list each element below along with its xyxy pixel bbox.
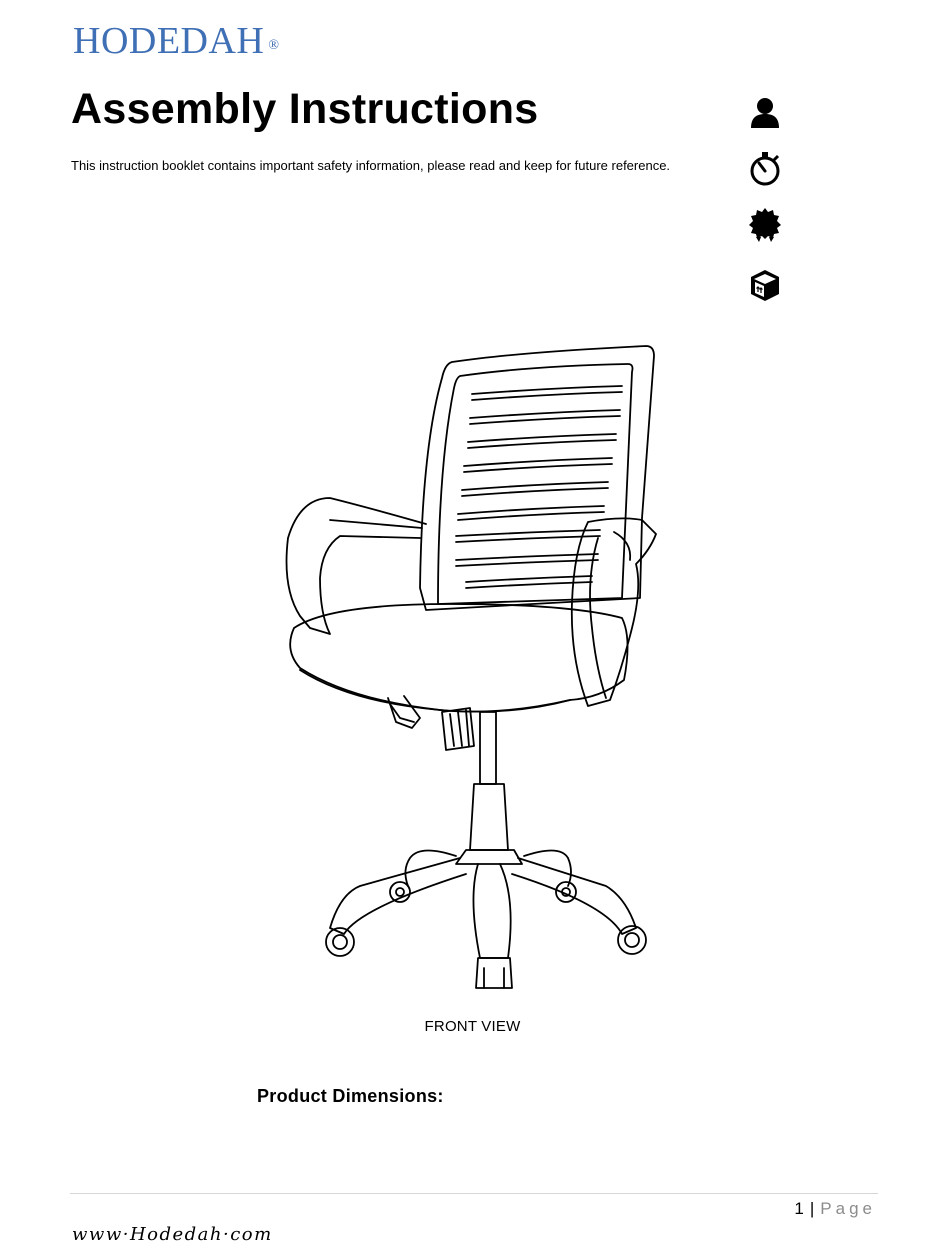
page-title: Assembly Instructions — [71, 85, 539, 133]
dimensions-heading: Product Dimensions: — [257, 1086, 444, 1106]
right-armrest — [572, 518, 656, 706]
cylinder-cover — [470, 784, 508, 850]
intro-text: This instruction booklet contains important safety information, please read and keep for future reference. — [71, 158, 671, 173]
page-separator: | — [809, 1199, 815, 1218]
person-icon — [747, 95, 783, 131]
brand-name: HODEDAH — [73, 20, 265, 62]
page-number — [794, 1199, 876, 1219]
box-icon — [747, 267, 783, 303]
left-armrest — [287, 498, 427, 634]
gas-cylinder — [480, 712, 496, 784]
chair-illustration — [270, 338, 670, 998]
registered-mark: ® — [268, 38, 280, 53]
stopwatch-icon — [747, 151, 783, 187]
website-url[interactable]: www·Hodedah·com — [72, 1224, 273, 1245]
backrest-slats — [456, 386, 622, 588]
figure-caption: FRONT VIEW — [424, 1018, 521, 1035]
chair-seat — [290, 604, 627, 712]
page-label: Page — [820, 1199, 876, 1218]
gear-icon — [747, 207, 783, 243]
caster-wheels — [326, 882, 646, 988]
brand-logo — [73, 22, 280, 60]
height-lever — [388, 696, 420, 728]
footer-divider — [70, 1193, 878, 1194]
page-number-value: 1 — [794, 1199, 804, 1218]
